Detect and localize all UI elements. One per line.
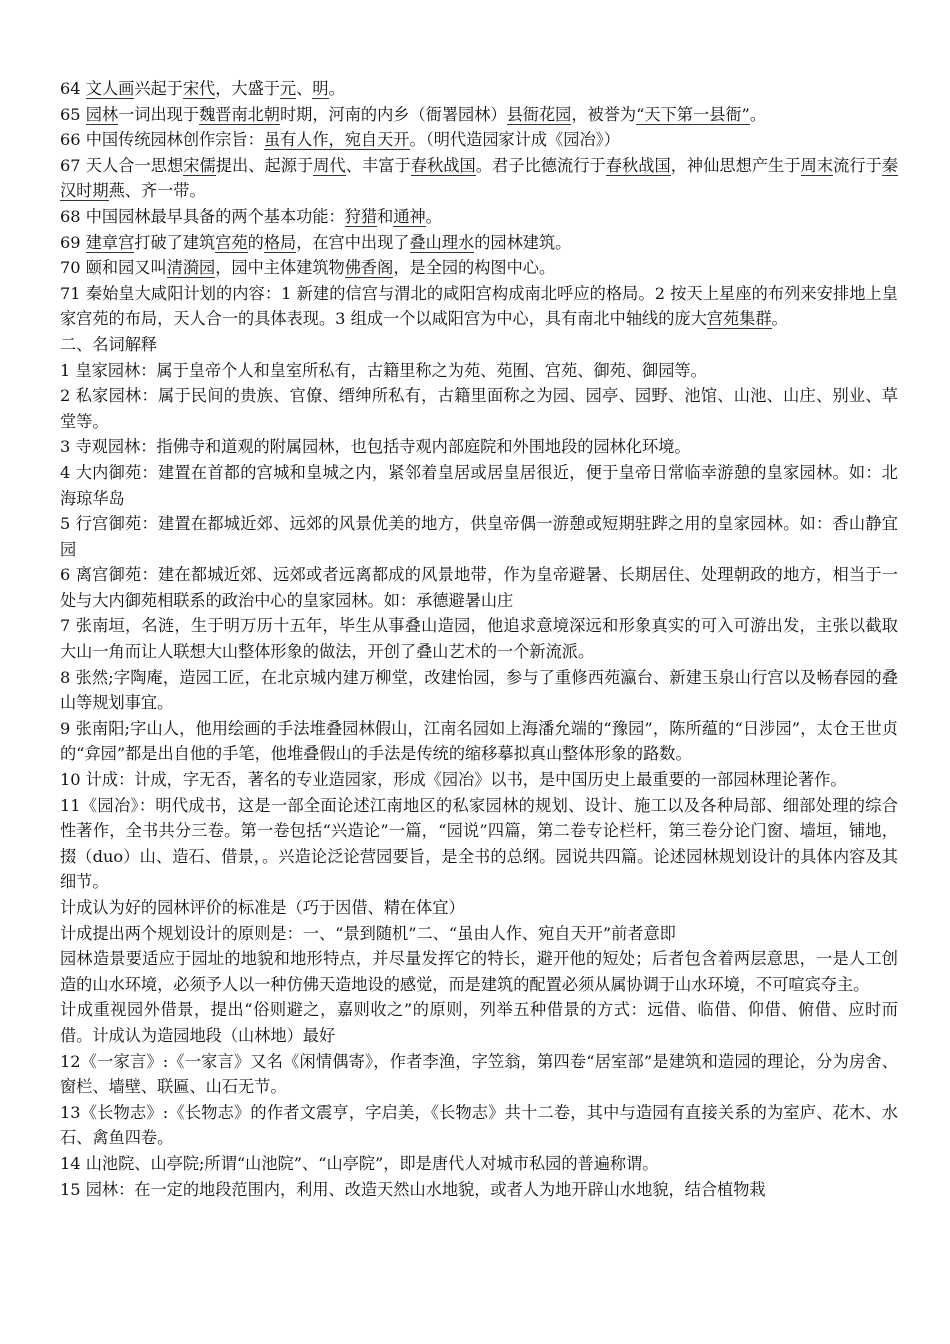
definition-item: 11《园冶》：明代成书，这是一部全面论述江南地区的私家园林的规划、设计、施工以及各种局部、细部处理的综合性著作，全书共分三卷。第一卷包括“兴造论”一篇，“园说”四篇，第二卷专论栏杆，第三卷分论门窗、墙垣，铺地，掇（duo）山、造石、借景，。兴造论泛论营园要旨，是全书的总纲。园说共四篇。论述园林规划设计的具体内容及其细节。 — [60, 795, 898, 892]
underlined-term: “天下第一县衙” — [636, 104, 750, 124]
underlined-term: 春秋战国 — [605, 155, 671, 175]
underlined-term: 宫苑集群 — [706, 309, 772, 329]
definition-item: 4 大内御苑：建置在首都的宫城和皇城之内，紧邻着皇居或居皇居很近，便于皇帝日常临幸游憩的皇家园林。如：北海琼华岛 — [60, 462, 898, 508]
underlined-term: 格局 — [263, 232, 297, 252]
definition-item: 8 张然;字陶庵，造园工匠，在北京城内建万柳堂，改建怡园，参与了重修西苑瀛台、新建玉泉山行宫以及畅春园的叠山等规划事宜。 — [60, 667, 898, 713]
paragraph-68: 68 中国园林最早具备的两个基本功能：狩猎和通神。 — [60, 206, 442, 226]
definition-item: 园林造景要适应于园址的地貌和地形特点，并尽量发挥它的特长，避开他的短处；后者包含着两层意思，一是人工创造的山水环境，必须予人以一种仿佛天造地设的感觉，而是建筑的配置必须从属协调于山水环境，不可喧宾夺主。 — [60, 949, 898, 994]
underlined-term: 宫苑 — [215, 232, 248, 252]
definition-item: 12《一家言》:《一家言》又名《闲情偶寄》，作者李渔，字笠翁，第四卷“居室部”是建筑和造园的理论，分为房舍、窗栏、墙壁、联匾、山石无节。 — [60, 1051, 898, 1097]
definition-item: 7 张南垣，名涟，生于明万历十五年，毕生从事叠山造园，他追求意境深远和形象真实的可入可游出发，主张以截取大山一角而让人联想大山整体形象的做法，开创了叠山艺术的一个新流派。 — [60, 616, 898, 662]
paragraph-66: 66 中国传统园林创作宗旨：虽有人作，宛自天开。（明代造园家计成《园冶》） — [60, 130, 620, 150]
underlined-term: 通神 — [393, 206, 426, 226]
underlined-term: 佛香阁 — [344, 258, 394, 278]
definition-item: 13《长物志》:《长物志》的作者文震亨，字启美，《长物志》共十二卷，其中与造园有直接关系的为室庐、花木、水石、禽鱼四卷。 — [60, 1102, 898, 1148]
underlined-term: 狩猎 — [344, 206, 378, 226]
section-heading: 二、名词解释 — [60, 334, 158, 354]
underlined-term: 建章宫 — [85, 232, 135, 252]
paragraph-71: 71 秦始皇大咸阳计划的内容：1 新建的信宫与渭北的咸阳宫构成南北呼应的格局。2 按天上星座的布列来安排地上皇家宫苑的布局，天人合一的具体表现。3 组成一个以咸阳宫为中心，具有南北中轴线的庞大宫苑集群。 — [60, 283, 898, 329]
underlined-term: 县衙花园 — [506, 104, 572, 124]
definition-item: 14 山池院、山亭院;所谓“山池院”、“山亭院”，即是唐代人对城市私园的普遍称谓。 — [60, 1153, 659, 1173]
definition-item: 10 计成：计成，字无否，著名的专业造园家，形成《园冶》以书，是中国历史上最重要的一部园林理论著作。 — [60, 770, 847, 790]
definition-item: 计成提出两个规划设计的原则是：一、“景到随机”二、“虽由人作、宛自天开”前者意即 — [60, 923, 676, 943]
definition-item: 6 离宫御苑：建在都城近郊、远郊或者远离都成的风景地带，作为皇帝避暑、长期居住、处理朝政的地方，相当于一处与大内御苑相联系的政治中心的皇家园林。如：承德避暑山庄 — [60, 565, 898, 610]
underlined-term: 宋代 — [182, 79, 216, 98]
underlined-term: 明 — [312, 79, 329, 98]
underlined-term: 清漪园 — [166, 258, 216, 278]
paragraph-65: 65 园林一词出现于魏晋南北朝时期，河南的内乡（衙署园林）县衙花园，被誉为“天下第一县衙”。 — [60, 104, 766, 124]
underlined-term: 元 — [280, 79, 297, 98]
underlined-term: 文人画 — [85, 79, 135, 98]
definition-item: 计成认为好的园林评价的标准是（巧于因借、精在体宜） — [60, 898, 465, 917]
definition-item: 1 皇家园林：属于皇帝个人和皇室所私有，古籍里称之为苑、苑囿、宫苑、御苑、御园等。 — [60, 360, 707, 380]
definition-item: 9 张南阳;字山人，他用绘画的手法堆叠园林假山，江南名园如上海潘允端的“豫园”，陈所蕴的“日涉园”，太仓王世贞的“弇园”都是出自他的手笔，他堆叠假山的手法是传统的缩移摹拟真山整体形象的路数。 — [60, 718, 898, 764]
underlined-term: 魏晋南北朝 — [199, 104, 280, 124]
underlined-term: 秦汉时期 — [60, 155, 899, 201]
underlined-term: 园林 — [85, 104, 119, 124]
paragraph-70: 70 颐和园又叫清漪园，园中主体建筑物佛香阁，是全园的构图中心。 — [60, 258, 556, 278]
underlined-term: 虽有人作，宛自天开 — [263, 130, 410, 150]
underlined-term: 周末 — [800, 155, 834, 175]
definition-item: 2 私家园林：属于民间的贵族、官僚、缙绅所私有，古籍里面称之为园、园亭、园野、池馆、山池、山庄、别业、草堂等。 — [60, 386, 898, 431]
definition-item: 3 寺观园林：指佛寺和道观的附属园林，也包括寺观内部庭院和外围地段的园林化环境。 — [60, 437, 691, 457]
definition-item: 计成重视园外借景，提出“俗则避之，嘉则收之”的原则，列举五种借景的方式：远借、临借、仰借、俯借、应时而借。计成认为造园地段（山林地）最好 — [60, 1000, 898, 1045]
underlined-term: 宋儒 — [183, 155, 216, 175]
definition-item: 5 行宫御苑：建置在都城近郊、远郊的风景优美的地方，供皇帝偶一游憩或短期驻跸之用的皇家园林。如：香山静宜园 — [60, 514, 898, 559]
paragraph-64: 64 文人画兴起于宋代，大盛于元、明。 — [60, 79, 345, 98]
paragraph-67: 67 天人合一思想宋儒提出、起源于周代、丰富于春秋战国。君子比德流行于春秋战国，神仙思想产生于周末流行于秦汉时期燕、齐一带。 — [60, 155, 899, 201]
underlined-term: 叠山理水 — [409, 232, 475, 252]
underlined-term: 周代 — [313, 155, 346, 175]
paragraph-69: 69 建章宫打破了建筑宫苑的格局，在宫中出现了叠山理水的园林建筑。 — [60, 232, 572, 252]
underlined-term: 春秋战国 — [410, 155, 476, 175]
definition-item: 15 园林：在一定的地段范围内，利用、改造天然山水地貌，或者人为地开辟山水地貌，结合植物栽 — [60, 1179, 766, 1199]
